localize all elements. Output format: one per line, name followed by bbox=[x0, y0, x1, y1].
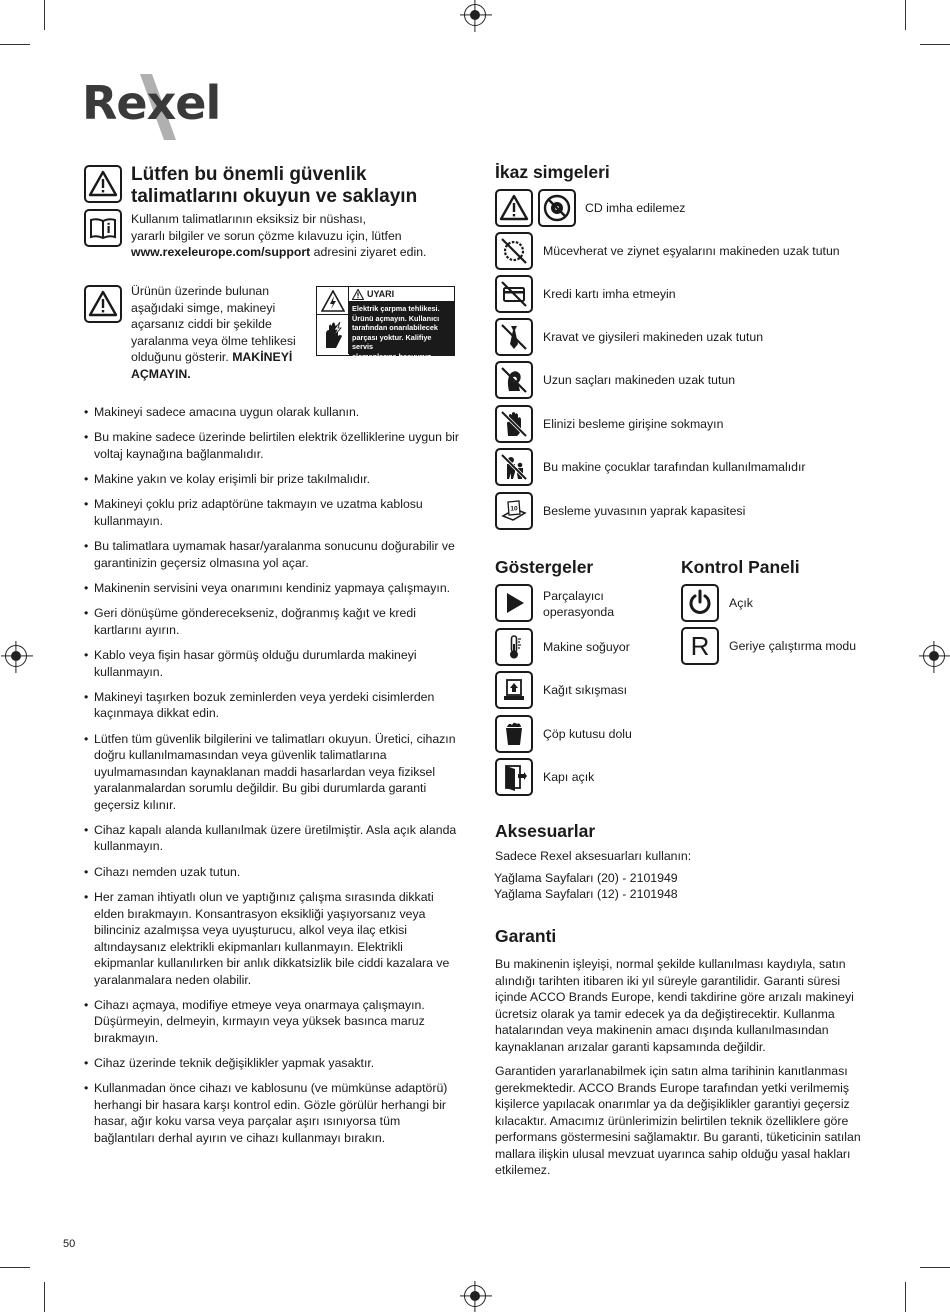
no-credit-card-icon bbox=[495, 275, 533, 313]
warning-symbol-row bbox=[495, 189, 686, 227]
list-item: • Makineyi taşırken bozuk zeminlerden veya yerdeki cisimlerden kaçınmaya dikkat edin. bbox=[84, 689, 459, 722]
indicator-label-door: Kapı açık bbox=[543, 770, 595, 784]
list-item: • Lütfen tüm güvenlik bilgilerini ve talimatları okuyun. Üretici, cihazın doğru kullanılmamasından veya güvenlik talimatlarına uyulmamasından kaynaklanan maddi hasarlardan veya fiziksel yaralanmalardan sorumlu değildir. Bu gibi durumlarda garanti geçersiz kılınır. bbox=[84, 731, 459, 814]
manual-info-rest: adresini ziyaret edin. bbox=[310, 245, 427, 259]
warning-symbol-row bbox=[495, 275, 676, 313]
registration-mark bbox=[464, 1285, 486, 1307]
indicators-title: Göstergeler bbox=[495, 557, 594, 577]
manual-info-icon bbox=[84, 209, 122, 247]
safety-bullet-list bbox=[84, 404, 459, 1155]
sheet-capacity-icon bbox=[495, 492, 533, 530]
open-warning-line: açarsanız ciddi bir şekilde bbox=[131, 317, 272, 331]
indicator-label-line: Parçalayıcı bbox=[543, 589, 604, 603]
indicator-row bbox=[495, 671, 628, 709]
warning-label-line: Ürünü açmayın. Kullanıcı bbox=[352, 313, 440, 323]
paper-jam-icon bbox=[495, 671, 533, 709]
indicator-label-bin-full: Çöp kutusu dolu bbox=[543, 727, 632, 741]
safety-title bbox=[131, 164, 461, 208]
warning-label-icons bbox=[317, 287, 349, 354]
warning-symbol-row bbox=[495, 405, 724, 443]
open-warning-line bbox=[131, 349, 316, 366]
warning-symbol-row bbox=[495, 361, 736, 399]
open-warning-text bbox=[131, 283, 316, 382]
open-warning-line: aşağıdaki simge, makineyi bbox=[131, 300, 276, 315]
open-warning-line: Ürünün üzerinde bulunan bbox=[131, 284, 270, 298]
no-children-icon bbox=[495, 448, 533, 486]
warning-label-line: elemanlarına başvurun. bbox=[352, 351, 434, 361]
thermometer-icon bbox=[495, 628, 533, 666]
indicator-row bbox=[495, 584, 615, 622]
rexel-logo bbox=[82, 68, 232, 146]
reverse-r-glyph: R bbox=[690, 630, 710, 661]
shock-warning-label bbox=[316, 286, 455, 361]
crop-mark bbox=[905, 1282, 906, 1312]
open-warning-bold: MAKİNEYİ bbox=[232, 350, 293, 364]
indicator-label-jam: Kağıt sıkışması bbox=[543, 683, 628, 697]
warning-triangle-icon bbox=[84, 285, 122, 323]
indicator-row bbox=[495, 628, 630, 666]
control-panel-title: Kontrol Paneli bbox=[681, 557, 800, 577]
list-item: • Makineyi çoklu priz adaptörüne takmayın ve uzatma kablosu kullanmayın. bbox=[84, 496, 459, 529]
no-opening-hand-icon bbox=[317, 316, 348, 354]
accessory-item: Yağlama Sayfaları (20) - 2101949 bbox=[494, 871, 678, 885]
list-item: • Bu talimatlara uymamak hasar/yaralanma sonucunu doğurabilir ve garantinizin geçersiz olmasına yol açar. bbox=[84, 538, 459, 571]
bin-full-icon bbox=[495, 715, 533, 753]
warning-triangle-icon bbox=[495, 189, 533, 227]
control-row bbox=[681, 584, 753, 622]
manual-info-text bbox=[131, 211, 461, 261]
safety-title-line: talimatlarını okuyun ve saklayın bbox=[131, 186, 418, 207]
crop-mark bbox=[920, 1267, 950, 1268]
control-label-on: Açık bbox=[729, 596, 753, 610]
list-item: • Cihazı nemden uzak tutun. bbox=[84, 864, 459, 881]
power-icon bbox=[681, 584, 719, 622]
warning-label-title: UYARI bbox=[367, 289, 395, 299]
warning-label-line: parçası yoktur. Kalifiye servis bbox=[352, 332, 432, 352]
list-item: • Bu makine sadece üzerinde belirtilen elektrik özelliklerine uygun bir voltaj kaynağına bağlanmalıdır. bbox=[84, 429, 459, 462]
control-row bbox=[681, 627, 857, 665]
crop-mark bbox=[920, 44, 950, 45]
indicator-label-line: operasyonda bbox=[543, 605, 615, 619]
support-url-link[interactable]: www.rexeleurope.com/support bbox=[131, 245, 311, 259]
warning-triangle-icon bbox=[84, 165, 122, 203]
accessories-intro: Sadece Rexel aksesuarları kullanın: bbox=[495, 849, 692, 863]
logo-text: Rexel bbox=[82, 76, 221, 130]
door-open-icon bbox=[495, 758, 533, 796]
warning-label-hair: Uzun saçları makineden uzak tutun bbox=[543, 373, 736, 387]
no-jewelry-icon bbox=[495, 232, 533, 270]
warning-symbol-row bbox=[495, 492, 746, 530]
open-warning-line: yaralanma veya ölme tehlikesi bbox=[131, 333, 296, 348]
registration-mark bbox=[5, 645, 27, 667]
warranty-paragraph: Bu makinenin işleyişi, normal şekilde kullanılması kaydıyla, satın alındığı tarihten itibaren iki yıl süreyle garantilidir. Garanti süresi içinde ACCO Brands Europe, kendi takdirine göre arızalı makineyi ücretsiz olarak ya tamir edecek ya da değiştirecektir. Kullanma hatalarından veya makinenin amacı dışında kullanılmasından kaynaklanan arızalar garanti kapsamında değildir. bbox=[495, 957, 854, 1054]
open-warning-line: AÇMAYIN. bbox=[131, 366, 191, 381]
warning-symbol-row bbox=[495, 318, 764, 356]
no-cd-icon bbox=[538, 189, 576, 227]
warranty-paragraph: Garantiden yararlanabilmek için satın alma tarihinin kanıtlanması gerekmektedir. ACCO Brands Europe tarafından yetki verilmemiş kişilerce yapılacak onarımlar ya da değişiklikler garantiyi geçersiz kılacaktır. Amacımız ürünlerimizin belirtilen teknik özelliklere göre performans göstermesini sağlamaktır. Bu garanti, tüketicinin satılan mallara ilişkin ulusal mevzuat uyarınca sahip olduğu yasal hakları etkilemez. bbox=[495, 1064, 861, 1177]
reverse-r-icon bbox=[681, 627, 719, 665]
registration-mark bbox=[923, 645, 945, 667]
warning-symbol-row bbox=[495, 448, 806, 486]
no-hand-icon bbox=[495, 405, 533, 443]
crop-mark bbox=[905, 0, 906, 30]
manual-info-line bbox=[131, 244, 461, 261]
warning-label-card: Kredi kartı imha etmeyin bbox=[543, 287, 676, 301]
accessory-item: Yağlama Sayfaları (12) - 2101948 bbox=[494, 887, 678, 901]
warning-label-children: Bu makine çocuklar tarafından kullanılmamalıdır bbox=[543, 460, 806, 474]
list-item: • Her zaman ihtiyatlı olun ve yaptığınız çalışma sırasında dikkati elden bırakmayın. Konsantrasyon eksikliği yaşıyorsanız veya bilinciniz azalmışsa veya uyuşturucu, alkol veya ilaç etkisi altındaysanız elektrikli ekipmanları kullanmayın. Elektrikli ekipmanlar kullanılırken bir anlık dikkatsizlik bile ciddi kazalara ve yaralanmalara neden olabilir. bbox=[84, 889, 459, 988]
warning-label-tie: Kravat ve giysileri makineden uzak tutun bbox=[543, 330, 764, 344]
manual-info-line: Kullanım talimatlarının eksiksiz bir nüshası, bbox=[131, 212, 367, 226]
manual-info-line: yararlı bilgiler ve sorun çözme kılavuzu için, lütfen bbox=[131, 228, 402, 243]
play-icon bbox=[495, 584, 533, 622]
indicator-label-operating bbox=[543, 588, 614, 620]
warning-label-cd: CD imha edilemez bbox=[585, 201, 686, 215]
control-label-reverse: Geriye çalıştırma modu bbox=[729, 639, 857, 653]
list-item: • Cihazı açmaya, modifiye etmeye veya onarmaya çalışmayın. Düşürmeyin, delmeyin, kırmayın veya yüksek basınca maruz bırakmayın. bbox=[84, 997, 459, 1047]
list-item: • Cihaz üzerinde teknik değişiklikler yapmak yasaktır. bbox=[84, 1055, 459, 1072]
warning-symbol-row bbox=[495, 232, 840, 270]
list-item: • Makineyi sadece amacına uygun olarak kullanın. bbox=[84, 404, 459, 421]
crop-mark bbox=[44, 1282, 45, 1312]
indicator-label-cooling: Makine soğuyor bbox=[543, 640, 630, 654]
open-warning-pre: olduğunu gösterir. bbox=[131, 350, 233, 364]
page-number: 50 bbox=[63, 1238, 76, 1250]
warning-label-body bbox=[349, 302, 454, 361]
warning-label-header bbox=[349, 287, 454, 302]
indicator-row bbox=[495, 758, 595, 796]
no-tie-icon bbox=[495, 318, 533, 356]
list-item: • Cihaz kapalı alanda kullanılmak üzere üretilmiştir. Asla açık alanda kullanmayın. bbox=[84, 822, 459, 855]
warning-label-line: Elektrik çarpma tehlikesi. bbox=[352, 304, 440, 313]
warning-label-jewelry: Mücevherat ve ziynet eşyalarını makineden uzak tutun bbox=[543, 244, 840, 258]
no-long-hair-icon bbox=[495, 361, 533, 399]
list-item: • Kullanmadan önce cihazı ve kablosunu (ve mümkünse adaptörü) herhangi bir hasara karşı kontrol edin. Gözle görülür herhangi bir hasar, ağır koku varsa veya parçalar aşırı ısınıyorsa tüm bağlantıları derhal ayırın ve cihazı kullanmayı bırakın. bbox=[84, 1080, 459, 1146]
warning-label-line: tarafından onarılabilecek bbox=[352, 323, 438, 333]
warnings-title: İkaz simgeleri bbox=[495, 162, 610, 182]
warranty-title: Garanti bbox=[495, 926, 557, 946]
list-item: • Geri dönüşüme gönderecekseniz, doğranmış kağıt ve kredi kartlarını ayırın. bbox=[84, 605, 459, 638]
crop-mark bbox=[44, 0, 45, 30]
list-item: • Kablo veya fişin hasar görmüş olduğu durumlarda makineyi kullanmayın. bbox=[84, 647, 459, 680]
indicator-row bbox=[495, 715, 632, 753]
registration-mark bbox=[464, 4, 486, 26]
crop-mark bbox=[0, 1267, 30, 1268]
sheet-capacity-badge: 10 bbox=[510, 505, 518, 513]
list-item: • Makinenin servisini veya onarımını kendiniz yapmaya çalışmayın. bbox=[84, 580, 459, 597]
warning-label-hand: Elinizi besleme girişine sokmayın bbox=[543, 417, 724, 431]
lightning-icon bbox=[317, 287, 348, 315]
list-item: • Makine yakın ve kolay erişimli bir prize takılmalıdır. bbox=[84, 471, 459, 488]
crop-mark bbox=[0, 44, 30, 45]
warning-label-capacity: Besleme yuvasının yaprak kapasitesi bbox=[543, 504, 746, 518]
accessories-title: Aksesuarlar bbox=[495, 821, 596, 841]
safety-title-line: Lütfen bu önemli güvenlik bbox=[131, 164, 367, 185]
